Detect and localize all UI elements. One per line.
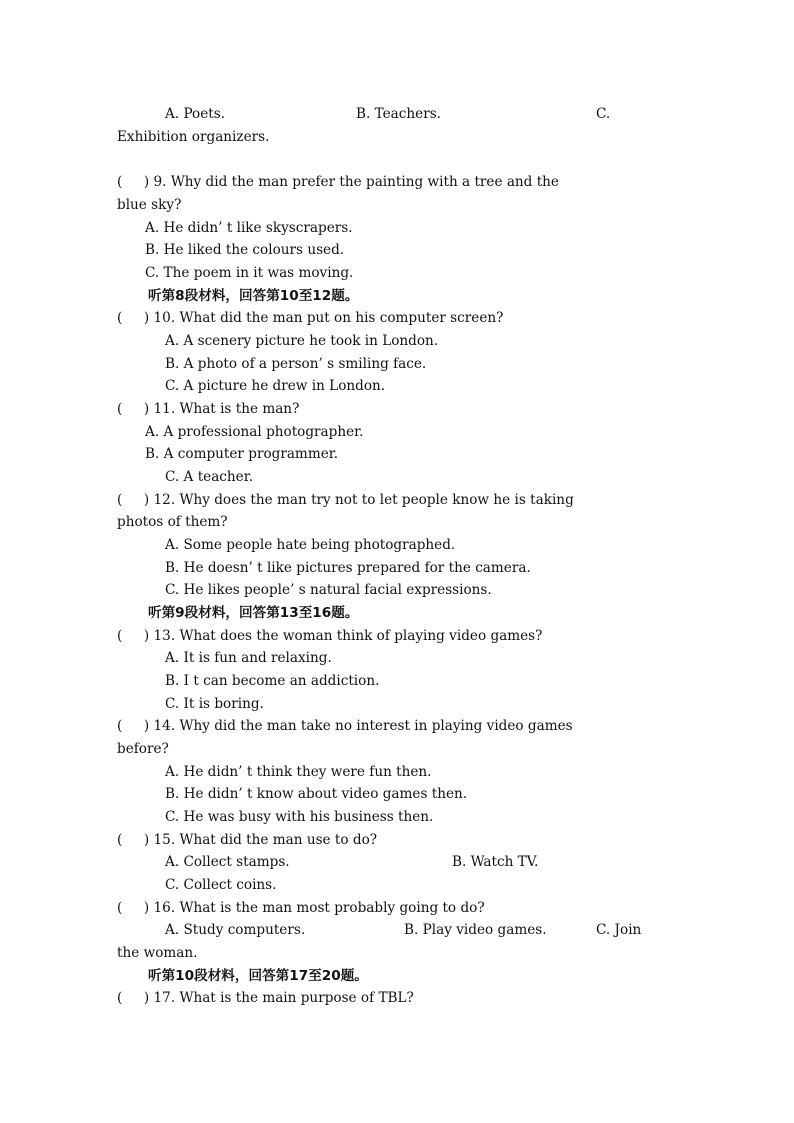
q11-option-a: A. A professional photographer.: [145, 424, 364, 440]
q8-option-b: B. Teachers.: [356, 106, 442, 122]
q16-option-b: B. Play video games.: [404, 922, 547, 938]
q8-option-a: A. Poets.: [165, 106, 226, 122]
q9-option-b: B. He liked the colours used.: [145, 242, 345, 258]
q10-stem: ( ) 10. What did the man put on his computer screen?: [117, 310, 504, 326]
q13-stem: ( ) 13. What does the woman think of playing video games?: [117, 628, 543, 644]
q12-stem-cont: photos of them?: [117, 514, 228, 530]
q15-option-a: A. Collect stamps.: [165, 854, 290, 870]
q16-stem: ( ) 16. What is the man most probably going to do?: [117, 900, 485, 916]
q14-option-a: A. He didn’ t think they were fun then.: [165, 764, 432, 780]
section-header-10: 听第10段材料，回答第17至20题。: [148, 968, 368, 984]
q16-option-a: A. Study computers.: [165, 922, 306, 938]
q8-option-c-end: Exhibition organizers.: [117, 129, 270, 145]
q16-option-c-start: C. Join: [596, 922, 642, 938]
q12-stem: ( ) 12. Why does the man try not to let people know he is taking: [117, 492, 574, 508]
q10-option-b: B. A photo of a person’ s smiling face.: [165, 356, 427, 372]
q13-option-c: C. It is boring.: [165, 696, 264, 712]
q10-option-c: C. A picture he drew in London.: [165, 378, 386, 394]
q14-option-b: B. He didn’ t know about video games then.: [165, 786, 468, 802]
section-header-9: 听第9段材料，回答第13至16题。: [148, 605, 359, 621]
q13-option-b: B. I t can become an addiction.: [165, 673, 380, 689]
q8-option-c-start: C.: [596, 106, 611, 122]
q11-stem: ( ) 11. What is the man?: [117, 401, 300, 417]
q12-option-a: A. Some people hate being photographed.: [165, 537, 456, 553]
q9-stem: ( ) 9. Why did the man prefer the painting with a tree and the: [117, 174, 559, 190]
q10-option-a: A. A scenery picture he took in London.: [165, 333, 439, 349]
q15-option-c: C. Collect coins.: [165, 877, 277, 893]
q15-option-b: B. Watch TV.: [452, 854, 539, 870]
q14-stem: ( ) 14. Why did the man take no interest in playing video games: [117, 718, 573, 734]
q13-option-a: A. It is fun and relaxing.: [165, 650, 332, 666]
section-header-8: 听第8段材料，回答第10至12题。: [148, 288, 359, 304]
q11-option-b: B. A computer programmer.: [145, 446, 339, 462]
q17-stem: ( ) 17. What is the main purpose of TBL?: [117, 990, 414, 1006]
q9-stem-cont: blue sky?: [117, 197, 182, 213]
q14-option-c: C. He was busy with his business then.: [165, 809, 434, 825]
q12-option-c: C. He likes people’ s natural facial expressions.: [165, 582, 492, 598]
q9-option-c: C. The poem in it was moving.: [145, 265, 354, 281]
q12-option-b: B. He doesn’ t like pictures prepared for the camera.: [165, 560, 531, 576]
q9-option-a: A. He didn’ t like skyscrapers.: [145, 220, 353, 236]
q11-option-c: C. A teacher.: [165, 469, 254, 485]
q16-option-c-end: the woman.: [117, 945, 198, 961]
q15-stem: ( ) 15. What did the man use to do?: [117, 832, 378, 848]
q14-stem-cont: before?: [117, 741, 169, 757]
